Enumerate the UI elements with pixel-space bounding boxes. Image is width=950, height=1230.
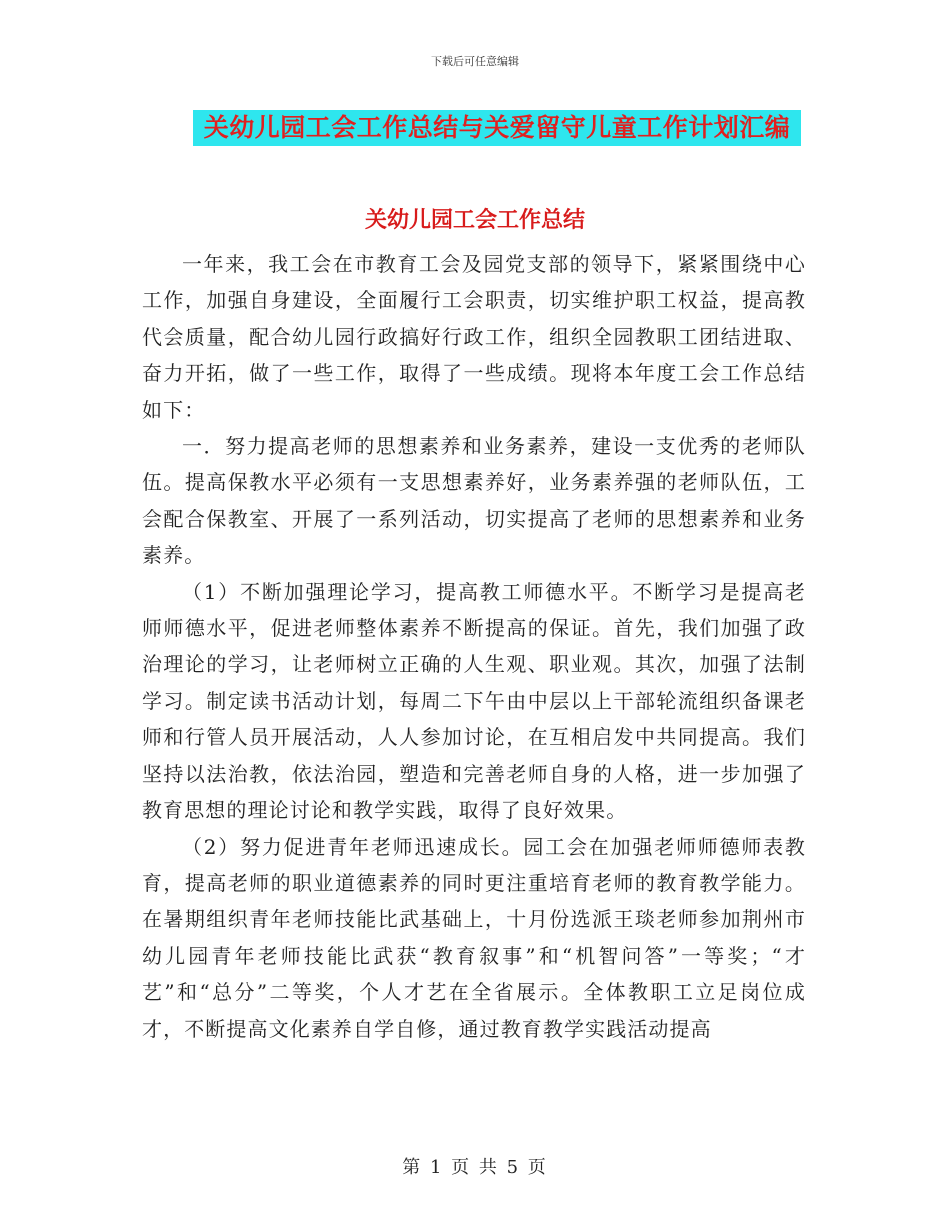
paragraph: 一年来，我工会在市教育工会及园党支部的领导下，紧紧围绕中心工作，加强自身建设，全面履行工会职责，切实维护职工权益，提高教代会质量，配合幼儿园行政搞好行政工作，组织全园教职工团结进取、奋力开拓，做了一些工作，取得了一些成绩。现将本年度工会工作总结如下： <box>142 252 806 422</box>
body-text <box>142 246 806 1047</box>
paragraph: （1）不断加强理论学习，提高教工师德水平。不断学习是提高老师师德水平，促进老师整体素养不断提高的保证。首先，我们加强了政治理论的学习，让老师树立正确的人生观、职业观。其次，加强了法制学习。制定读书活动计划，每周二下午由中层以上干部轮流组织备课老师和行管人员开展活动，人人参加讨论，在互相启发中共同提高。我们坚持以法治教，依法治园，塑造和完善老师自身的人格，进一步加强了教育思想的理论讨论和教学实践，取得了良好效果。 <box>142 579 806 823</box>
paragraph: （2）努力促进青年老师迅速成长。园工会在加强老师师德师表教育，提高老师的职业道德素养的同时更注重培育老师的教育教学能力。在暑期组织青年老师技能比武基础上，十月份选派王琰老师参加荆州市幼儿园青年老师技能比武获“教育叙事”和“机智问答”一等奖；“才艺”和“总分”二等奖，个人才艺在全省展示。全体教职工立足岗位成才，不断提高文化素养自学自修，通过教育教学实践活动提高 <box>142 834 806 1041</box>
document-title: 关幼儿园工会工作总结与关爱留守儿童工作计划汇编 <box>193 110 801 146</box>
paragraph: 一．努力提高老师的思想素养和业务素养，建设一支优秀的老师队伍。提高保教水平必须有一支思想素养好，业务素养强的老师队伍，工会配合保教室、开展了一系列活动，切实提高了老师的思想素养和业务素养。 <box>142 434 806 568</box>
page-footer: 第 1 页 共 5 页 <box>402 1157 548 1178</box>
section-title: 关幼儿园工会工作总结 <box>364 208 585 233</box>
page-header-note: 下载后可任意编辑 <box>431 55 519 68</box>
